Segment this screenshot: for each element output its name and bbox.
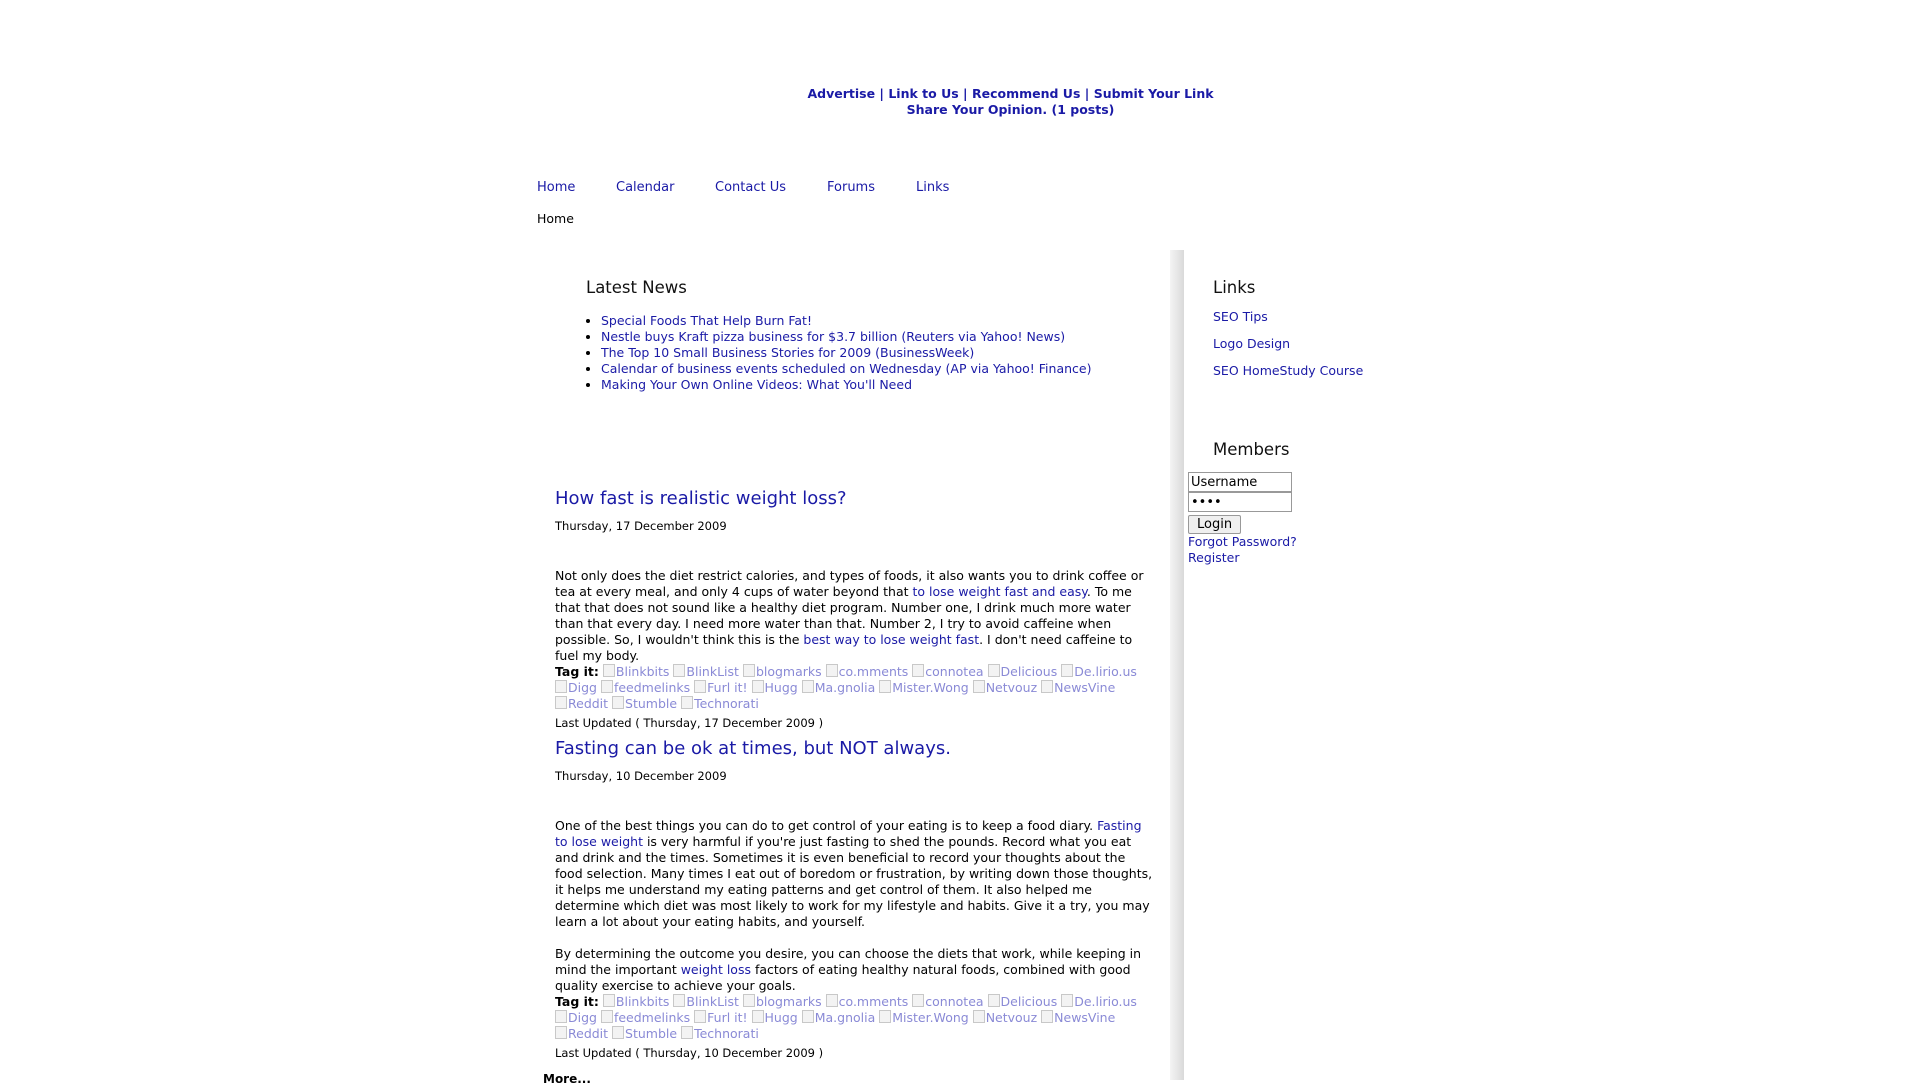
article-date: Thursday, 10 December 2009 bbox=[555, 769, 727, 783]
tag-site-link[interactable] bbox=[694, 680, 747, 695]
broken-image-icon bbox=[879, 1010, 891, 1023]
tag-site-link[interactable] bbox=[601, 1010, 690, 1025]
separator: | bbox=[1084, 86, 1090, 101]
broken-image-icon bbox=[752, 1010, 764, 1023]
password-input[interactable] bbox=[1188, 492, 1292, 512]
article-text: . To me that that does not sound like a healthy diet program. Number one, I drink much more water than that every day. I need more water than that. Number 2, I try to avoid caffeine when possible. So, I wouldn't think this is the bbox=[555, 584, 1132, 647]
broken-image-icon bbox=[601, 1010, 613, 1023]
tag-site-label: connotea bbox=[925, 664, 984, 679]
tag-site-link[interactable] bbox=[694, 1010, 747, 1025]
tag-site-link[interactable] bbox=[879, 1010, 968, 1025]
tag-site-link[interactable] bbox=[612, 696, 677, 711]
broken-image-icon bbox=[694, 1010, 706, 1023]
tag-site-label: Digg bbox=[568, 1010, 597, 1025]
tag-site-label: Digg bbox=[568, 680, 597, 695]
list-item bbox=[601, 361, 1146, 377]
tag-site-label: feedmelinks bbox=[613, 1010, 691, 1025]
tag-site-link[interactable] bbox=[1041, 1010, 1115, 1025]
broken-image-icon bbox=[988, 664, 1000, 677]
tag-site-label: co.mments bbox=[838, 664, 909, 679]
article-body bbox=[555, 946, 1155, 994]
tag-site-link[interactable] bbox=[973, 680, 1037, 695]
nav-contact-us[interactable]: Contact Us bbox=[715, 180, 786, 195]
tag-site-link[interactable] bbox=[673, 664, 739, 679]
tag-site-label: blogmarks bbox=[755, 664, 822, 679]
tag-site-link[interactable] bbox=[752, 680, 798, 695]
nav-forums[interactable]: Forums bbox=[827, 180, 875, 195]
tag-site-link[interactable] bbox=[555, 696, 608, 711]
tag-site-label: NewsVine bbox=[1054, 1010, 1116, 1025]
news-link[interactable]: Nestle buys Kraft pizza business for $3.7 billion (Reuters via Yahoo! News) bbox=[601, 329, 1066, 344]
login-form bbox=[1188, 472, 1297, 566]
recommend-us-link[interactable]: Recommend Us bbox=[971, 86, 1081, 101]
tag-site-link[interactable] bbox=[681, 696, 759, 711]
tag-site-label: Ma.gnolia bbox=[814, 1010, 876, 1025]
article-text: By determining the outcome you desire, you can choose the diets that work, while keeping in mind the important bbox=[555, 946, 1142, 977]
broken-image-icon bbox=[743, 994, 755, 1007]
broken-image-icon bbox=[555, 696, 567, 709]
list-item bbox=[601, 345, 1146, 361]
tag-site-link[interactable] bbox=[973, 1010, 1037, 1025]
tag-site-link[interactable] bbox=[826, 664, 909, 679]
tag-site-link[interactable] bbox=[601, 680, 690, 695]
broken-image-icon bbox=[601, 680, 613, 693]
tag-bar bbox=[555, 994, 1155, 1042]
broken-image-icon bbox=[826, 664, 838, 677]
separator: | bbox=[963, 86, 968, 101]
article bbox=[555, 738, 1155, 1061]
tag-site-link[interactable] bbox=[555, 1010, 597, 1025]
tag-site-label: Mister.Wong bbox=[892, 680, 969, 695]
tag-site-link[interactable] bbox=[555, 680, 597, 695]
broken-image-icon bbox=[603, 994, 615, 1007]
register-link[interactable]: Register bbox=[1188, 550, 1240, 565]
broken-image-icon bbox=[1041, 680, 1053, 693]
broken-image-icon bbox=[681, 1026, 693, 1039]
article-title[interactable]: Fasting can be ok at times, but NOT always. bbox=[555, 738, 951, 759]
tag-site-link[interactable] bbox=[988, 994, 1058, 1009]
members-section bbox=[1213, 440, 1289, 459]
sidebar-link-seo-tips[interactable]: SEO Tips bbox=[1213, 309, 1268, 324]
tag-site-link[interactable] bbox=[681, 1026, 759, 1041]
tag-site-label: Hugg bbox=[764, 1010, 798, 1025]
tag-site-link[interactable] bbox=[743, 664, 822, 679]
tag-site-label: Stumble bbox=[625, 696, 678, 711]
tag-site-link[interactable] bbox=[1061, 664, 1137, 679]
article-text: factors of eating healthy natural foods, combined with good quality exercise to achieve your goals. bbox=[555, 962, 1131, 993]
broken-image-icon bbox=[681, 696, 693, 709]
members-heading: Members bbox=[1213, 440, 1290, 459]
broken-image-icon bbox=[694, 680, 706, 693]
article-inline-link[interactable]: weight loss bbox=[680, 962, 751, 977]
tag-site-link[interactable] bbox=[603, 664, 670, 679]
article-inline-link[interactable]: Fasting to lose weight bbox=[555, 818, 1142, 849]
tag-site-label: Furl it! bbox=[707, 1010, 748, 1025]
tag-site-link[interactable] bbox=[1041, 680, 1115, 695]
tag-site-label: connotea bbox=[925, 994, 984, 1009]
tag-site-label: De.lirio.us bbox=[1074, 994, 1137, 1009]
breadcrumb: Home bbox=[537, 211, 574, 226]
article-inline-link[interactable]: best way to lose weight fast bbox=[803, 632, 980, 647]
news-link[interactable]: Making Your Own Online Videos: What You'll Need bbox=[601, 377, 912, 392]
news-link[interactable]: The Top 10 Small Business Stories for 2009 (BusinessWeek) bbox=[601, 345, 975, 360]
tag-site-link[interactable] bbox=[912, 664, 983, 679]
broken-image-icon bbox=[988, 994, 1000, 1007]
news-link[interactable]: Calendar of business events scheduled on Wednesday (AP via Yahoo! Finance) bbox=[601, 361, 1092, 376]
tag-bar bbox=[555, 664, 1155, 712]
tag-site-link[interactable] bbox=[802, 680, 876, 695]
broken-image-icon bbox=[912, 994, 924, 1007]
tag-site-label: Mister.Wong bbox=[892, 1010, 969, 1025]
column-divider bbox=[1170, 250, 1184, 1080]
tag-site-link[interactable] bbox=[752, 1010, 798, 1025]
tag-site-label: Furl it! bbox=[707, 680, 748, 695]
top-links bbox=[0, 86, 1920, 118]
broken-image-icon bbox=[912, 664, 924, 677]
tag-site-label: Delicious bbox=[1000, 994, 1058, 1009]
tag-site-label: Blinkbits bbox=[615, 994, 670, 1009]
article-title[interactable]: How fast is realistic weight loss? bbox=[555, 488, 847, 509]
broken-image-icon bbox=[826, 994, 838, 1007]
broken-image-icon bbox=[612, 696, 624, 709]
tag-site-label: Netvouz bbox=[985, 1010, 1038, 1025]
article-text: One of the best things you can do to get control of your eating is to keep a food diary. bbox=[555, 818, 1098, 833]
sidebar-links bbox=[1213, 278, 1363, 390]
tag-site-label: co.mments bbox=[838, 994, 909, 1009]
broken-image-icon bbox=[802, 1010, 814, 1023]
share-opinion-link[interactable]: Share Your Opinion. (1 posts) bbox=[906, 102, 1115, 117]
tag-site-label: feedmelinks bbox=[613, 680, 691, 695]
tag-site-label: BlinkList bbox=[686, 664, 739, 679]
tag-site-link[interactable] bbox=[603, 994, 670, 1009]
login-button[interactable]: Login bbox=[1188, 515, 1241, 534]
separator: | bbox=[879, 86, 884, 101]
submit-link-link[interactable]: Submit Your Link bbox=[1093, 86, 1214, 101]
tag-site-label: Blinkbits bbox=[615, 664, 670, 679]
sidebar-link-seo-homestudy[interactable]: SEO HomeStudy Course bbox=[1213, 363, 1364, 378]
tag-site-link[interactable] bbox=[802, 1010, 876, 1025]
broken-image-icon bbox=[612, 1026, 624, 1039]
article-body bbox=[555, 818, 1155, 930]
article-text: is very harmful if you're just fasting to shed the pounds. Record what you eat and drink and the times. Sometimes it is even beneficial to record your thoughts about the food selection. Many times I eat out of boredom or frustration, by writing down those thoughts, it helps me understand my eating patterns and get control of them. It also helped me determine which diet was most likely to work for my lifestyle and habits. Give it a try, you may learn a lot about your eating habits, and yourself. bbox=[555, 834, 1153, 929]
list-item bbox=[601, 377, 1146, 393]
broken-image-icon bbox=[555, 1026, 567, 1039]
latest-news bbox=[586, 278, 1146, 393]
tag-site-link[interactable] bbox=[612, 1026, 677, 1041]
broken-image-icon bbox=[1061, 994, 1073, 1007]
username-input[interactable] bbox=[1188, 472, 1292, 492]
sidebar-link-logo-design[interactable]: Logo Design bbox=[1213, 336, 1291, 351]
broken-image-icon bbox=[555, 680, 567, 693]
tag-site-label: BlinkList bbox=[686, 994, 739, 1009]
latest-news-heading: Latest News bbox=[586, 278, 687, 297]
nav-calendar[interactable]: Calendar bbox=[616, 180, 675, 195]
tag-site-link[interactable] bbox=[555, 1026, 608, 1041]
broken-image-icon bbox=[673, 994, 685, 1007]
broken-image-icon bbox=[973, 680, 985, 693]
broken-image-icon bbox=[802, 680, 814, 693]
broken-image-icon bbox=[973, 1010, 985, 1023]
broken-image-icon bbox=[555, 1010, 567, 1023]
list-item bbox=[601, 313, 1146, 329]
tag-site-label: NewsVine bbox=[1054, 680, 1116, 695]
tag-site-label: Reddit bbox=[568, 1026, 609, 1041]
list-item bbox=[601, 329, 1146, 345]
tag-label: Tag it: bbox=[555, 994, 599, 1009]
article-text: . I don't need caffeine to fuel my body. bbox=[555, 632, 1133, 663]
tag-site-link[interactable] bbox=[673, 994, 739, 1009]
tag-site-link[interactable] bbox=[912, 994, 983, 1009]
broken-image-icon bbox=[673, 664, 685, 677]
tag-site-label: Technorati bbox=[694, 1026, 759, 1041]
tag-site-label: Technorati bbox=[694, 696, 759, 711]
tag-site-label: Ma.gnolia bbox=[814, 680, 876, 695]
article-text: Not only does the diet restrict calories, and types of foods, it also wants you to drink coffee or tea at every meal, and only 4 cups of water beyond that bbox=[555, 568, 1144, 599]
tag-site-link[interactable] bbox=[988, 664, 1058, 679]
article bbox=[555, 488, 1155, 731]
tag-site-label: De.lirio.us bbox=[1074, 664, 1137, 679]
tag-label: Tag it: bbox=[555, 664, 599, 679]
tag-site-link[interactable] bbox=[1061, 994, 1137, 1009]
tag-site-label: blogmarks bbox=[755, 994, 822, 1009]
article-date: Thursday, 17 December 2009 bbox=[555, 519, 727, 533]
broken-image-icon bbox=[603, 664, 615, 677]
tag-site-label: Stumble bbox=[625, 1026, 678, 1041]
broken-image-icon bbox=[752, 680, 764, 693]
last-updated: Last Updated ( Thursday, 17 December 2009 ) bbox=[555, 716, 824, 730]
forgot-password-link[interactable]: Forgot Password? bbox=[1188, 534, 1297, 549]
broken-image-icon bbox=[1041, 1010, 1053, 1023]
article-body bbox=[555, 568, 1155, 664]
news-link[interactable]: Special Foods That Help Burn Fat! bbox=[601, 313, 812, 328]
broken-image-icon bbox=[1061, 664, 1073, 677]
tag-site-label: Netvouz bbox=[985, 680, 1038, 695]
last-updated: Last Updated ( Thursday, 10 December 2009 ) bbox=[555, 1046, 824, 1060]
broken-image-icon bbox=[743, 664, 755, 677]
tag-site-link[interactable] bbox=[879, 680, 968, 695]
tag-site-label: Delicious bbox=[1000, 664, 1058, 679]
more-link[interactable]: More... bbox=[543, 1072, 591, 1086]
tag-site-label: Hugg bbox=[764, 680, 798, 695]
tag-site-link[interactable] bbox=[743, 994, 822, 1009]
link-to-us-link[interactable]: Link to Us bbox=[888, 86, 959, 101]
nav-home[interactable]: Home bbox=[537, 180, 576, 195]
tag-site-label: Reddit bbox=[568, 696, 609, 711]
broken-image-icon bbox=[879, 680, 891, 693]
nav-links[interactable]: Links bbox=[916, 180, 950, 195]
advertise-link[interactable]: Advertise bbox=[807, 86, 876, 101]
article-inline-link[interactable]: to lose weight fast and easy bbox=[912, 584, 1087, 599]
tag-site-link[interactable] bbox=[826, 994, 909, 1009]
links-heading: Links bbox=[1213, 278, 1256, 297]
